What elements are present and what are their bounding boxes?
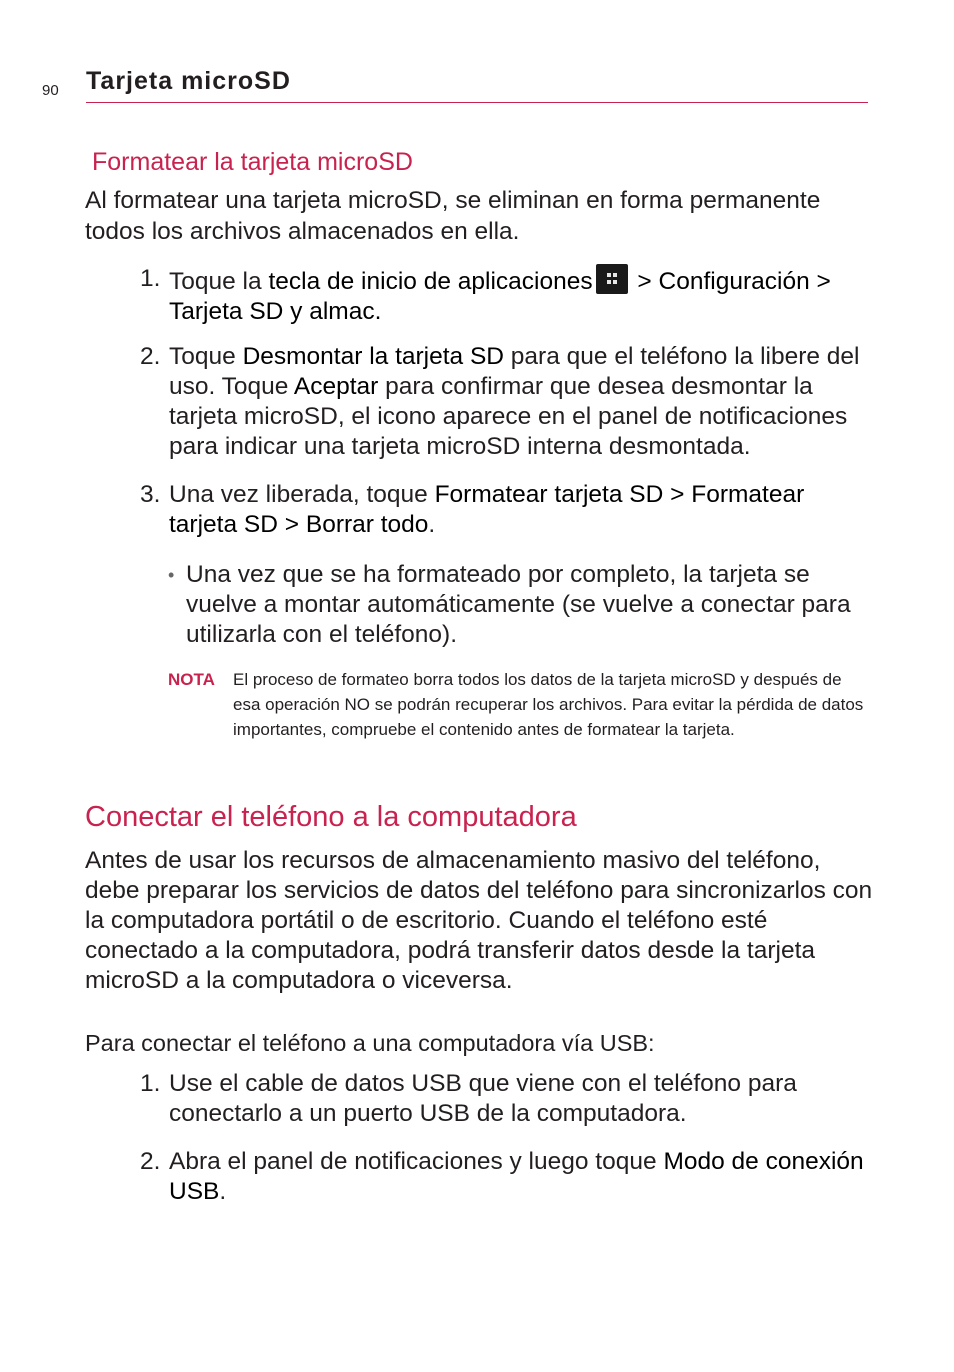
step-text: Use el cable de datos USB que viene con el teléfono para conectarlo a un puerto USB de la computadora.	[169, 1070, 797, 1127]
step-text-emphasis: Desmontar la tarjeta SD	[242, 343, 504, 370]
step-text-plain: Abra el panel de notificaciones y luego toque	[169, 1148, 664, 1175]
list-item	[140, 480, 870, 540]
format-intro-paragraph: Al formatear una tarjeta microSD, se eliminan en forma permanente todos los archivos almacenados en ella.	[85, 187, 821, 245]
step-text-emphasis: Formatear tarjeta SD > Formatear tarjeta SD > Borrar todo	[169, 481, 805, 538]
step-text-emphasis: > Configuración > Tarjeta SD y almac.	[169, 268, 831, 325]
step-text-plain: .	[219, 1178, 227, 1205]
list-item	[140, 342, 870, 462]
step-text-plain: Toque	[169, 343, 243, 370]
section-heading-connect: Conectar el teléfono a la computadora	[85, 801, 577, 833]
step-number: 1.	[140, 1070, 161, 1097]
step-number: 1.	[140, 265, 161, 292]
step-text-emphasis: tecla de inicio de aplicaciones	[268, 268, 593, 295]
step-text	[140, 480, 870, 540]
section-heading-format: Formatear la tarjeta microSD	[92, 148, 413, 176]
bullet-text: Una vez que se ha formateado por completo, la tarjeta se vuelve a montar automáticamente (se vuelve a conectar para utilizarla con el teléfono).	[186, 561, 851, 648]
page-number: 90	[42, 82, 59, 99]
step-number: 2.	[140, 1148, 161, 1175]
app-launcher-icon	[596, 264, 628, 294]
list-item	[140, 1147, 870, 1207]
bullet-item	[168, 560, 868, 650]
step-number: 3.	[140, 481, 161, 508]
step-text	[140, 1147, 870, 1207]
usb-subheading: Para conectar el teléfono a una computadora vía USB:	[85, 1030, 655, 1056]
step-text-plain: para confirmar que desea desmontar la tarjeta microSD, el icono aparece en el panel de notificaciones para indicar una tarjeta microSD interna desmontada.	[169, 373, 848, 460]
note-block	[168, 667, 868, 742]
connect-intro-paragraph: Antes de usar los recursos de almacenamiento masivo del teléfono, debe preparar los servicios de datos del teléfono para sincronizarlos con la computadora portátil o de escritorio. Cuando el teléfono esté conectado a la computadora, podrá transferir datos desde la tarjeta microSD a la computadora o viceversa.	[85, 847, 873, 994]
step-text-plain: .	[428, 511, 436, 538]
list-item	[140, 264, 870, 327]
bullet-icon: •	[168, 565, 175, 585]
step-text	[140, 264, 870, 327]
step-text-emphasis: Modo de conexión USB	[169, 1148, 864, 1205]
step-text-plain: Toque la	[169, 268, 269, 295]
step-text-plain: para que el teléfono la libere del uso. Toque	[169, 343, 860, 400]
page-title: Tarjeta microSD	[86, 67, 291, 95]
step-text-emphasis: Aceptar	[293, 373, 379, 400]
step-number: 2.	[140, 343, 161, 370]
note-text: El proceso de formateo borra todos los datos de la tarjeta microSD y después de esa operación NO se podrán recuperar los archivos. Para evitar la pérdida de datos importantes, compruebe el contenido antes de formatear la tarjeta.	[233, 670, 864, 739]
header-divider	[86, 102, 868, 103]
step-text	[140, 342, 870, 462]
step-text-plain: Una vez liberada, toque	[169, 481, 435, 508]
list-item	[140, 1069, 870, 1129]
note-label: NOTA	[168, 670, 215, 689]
